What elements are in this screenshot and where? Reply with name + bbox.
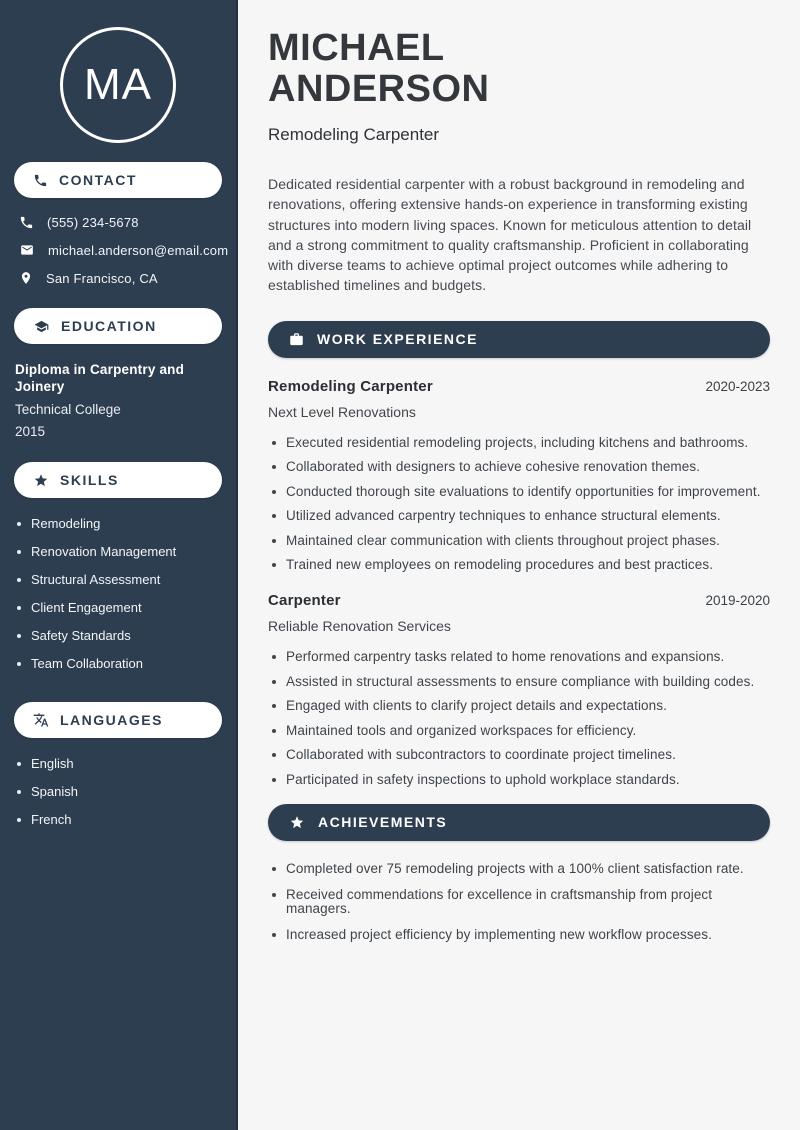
skill-item: Safety Standards bbox=[0, 628, 236, 644]
education-school: Technical College bbox=[15, 402, 121, 417]
contact-phone-value: (555) 234-5678 bbox=[47, 214, 139, 230]
education-entry bbox=[0, 344, 236, 439]
job-entry bbox=[268, 592, 770, 787]
language-item: French bbox=[0, 812, 236, 828]
job-bullet: Participated in safety inspections to uphold workplace standards. bbox=[268, 773, 770, 787]
contact-phone-row bbox=[0, 214, 236, 230]
job-head bbox=[268, 592, 770, 609]
main-content bbox=[238, 0, 800, 1130]
achievements-list bbox=[268, 862, 770, 942]
language-item: English bbox=[0, 756, 236, 772]
job-bullet-list bbox=[268, 650, 770, 787]
job-bullet: Maintained clear communication with clients throughout project phases. bbox=[268, 534, 770, 548]
email-icon bbox=[19, 243, 35, 257]
languages-section-header bbox=[14, 702, 222, 738]
job-head bbox=[268, 378, 770, 395]
job-dates: 2019-2020 bbox=[705, 593, 770, 609]
job-bullet: Engaged with clients to clarify project details and expectations. bbox=[268, 699, 770, 713]
job-entry bbox=[268, 378, 770, 573]
page-title bbox=[268, 28, 770, 110]
job-company: Reliable Renovation Services bbox=[268, 618, 451, 635]
name-line1: MICHAEL bbox=[268, 27, 445, 69]
education-section-header bbox=[14, 308, 222, 344]
work-experience-section-header bbox=[268, 321, 770, 358]
contact-email-value: michael.anderson@email.com bbox=[48, 242, 229, 258]
job-bullet-list bbox=[268, 436, 770, 573]
star-icon bbox=[33, 473, 49, 488]
languages-header-label: LANGUAGES bbox=[60, 712, 163, 728]
achievements-section-header bbox=[268, 804, 770, 841]
achievement-bullet: Received commendations for excellence in craftsmanship from project managers. bbox=[268, 888, 770, 916]
contact-email-row bbox=[0, 242, 236, 258]
job-bullet: Trained new employees on remodeling procedures and best practices. bbox=[268, 558, 770, 572]
skill-item: Client Engagement bbox=[0, 600, 236, 616]
phone-icon bbox=[19, 215, 34, 230]
professional-title: Remodeling Carpenter bbox=[268, 125, 440, 144]
job-bullet: Maintained tools and organized workspaces for efficiency. bbox=[268, 724, 770, 738]
skill-item: Structural Assessment bbox=[0, 572, 236, 588]
summary-paragraph: Dedicated residential carpenter with a robust background in remodeling and renovations, offering extensive hands-on experience in transforming existing structures into modern living spaces. Known for meticulous attention to detail and a strong commitment to quality craftsmanship. Proficient in collaborating with diverse teams to achieve optimal project outcomes while adhering to established timelines and budgets. bbox=[268, 176, 752, 294]
contact-list bbox=[0, 214, 236, 286]
languages-list bbox=[0, 756, 236, 828]
achievements-header-label: ACHIEVEMENTS bbox=[318, 814, 448, 831]
job-bullet: Collaborated with designers to achieve cohesive renovation themes. bbox=[268, 460, 770, 474]
skills-section-header bbox=[14, 462, 222, 498]
skill-item: Team Collaboration bbox=[0, 656, 236, 672]
contact-header-label: CONTACT bbox=[59, 172, 137, 188]
education-degree: Diploma in Carpentry and Joinery bbox=[15, 362, 185, 394]
job-bullet: Performed carpentry tasks related to home renovations and expansions. bbox=[268, 650, 770, 664]
skill-item: Remodeling bbox=[0, 516, 236, 532]
location-icon bbox=[19, 270, 33, 286]
translate-icon bbox=[33, 712, 49, 728]
avatar bbox=[60, 27, 176, 143]
name-line2: ANDERSON bbox=[268, 68, 490, 110]
language-item: Spanish bbox=[0, 784, 236, 800]
achievement-bullet: Increased project efficiency by implementing new workflow processes. bbox=[268, 928, 770, 942]
achievement-bullet: Completed over 75 remodeling projects with a 100% client satisfaction rate. bbox=[268, 862, 770, 876]
phone-icon bbox=[33, 173, 48, 188]
sidebar bbox=[0, 0, 238, 1130]
skills-header-label: SKILLS bbox=[60, 472, 119, 488]
job-bullet: Conducted thorough site evaluations to identify opportunities for improvement. bbox=[268, 485, 770, 499]
job-bullet: Collaborated with subcontractors to coordinate project timelines. bbox=[268, 748, 770, 762]
briefcase-icon bbox=[289, 332, 304, 347]
contact-location-value: San Francisco, CA bbox=[46, 270, 158, 286]
job-dates: 2020-2023 bbox=[705, 378, 770, 394]
contact-section-header bbox=[14, 162, 222, 198]
work-experience-header-label: WORK EXPERIENCE bbox=[317, 331, 478, 348]
job-role: Remodeling Carpenter bbox=[268, 377, 433, 395]
star-icon bbox=[289, 815, 305, 830]
graduation-cap-icon bbox=[33, 319, 50, 334]
job-bullet: Utilized advanced carpentry techniques to enhance structural elements. bbox=[268, 509, 770, 523]
job-bullet: Assisted in structural assessments to ensure compliance with building codes. bbox=[268, 675, 770, 689]
job-company: Next Level Renovations bbox=[268, 403, 416, 420]
education-header-label: EDUCATION bbox=[61, 318, 157, 334]
job-bullet: Executed residential remodeling projects, including kitchens and bathrooms. bbox=[268, 436, 770, 450]
job-role: Carpenter bbox=[268, 592, 341, 610]
avatar-initials: MA bbox=[84, 60, 152, 109]
contact-location-row bbox=[0, 270, 236, 286]
education-year: 2015 bbox=[15, 424, 46, 439]
skill-item: Renovation Management bbox=[0, 544, 236, 560]
skills-list bbox=[0, 516, 236, 672]
